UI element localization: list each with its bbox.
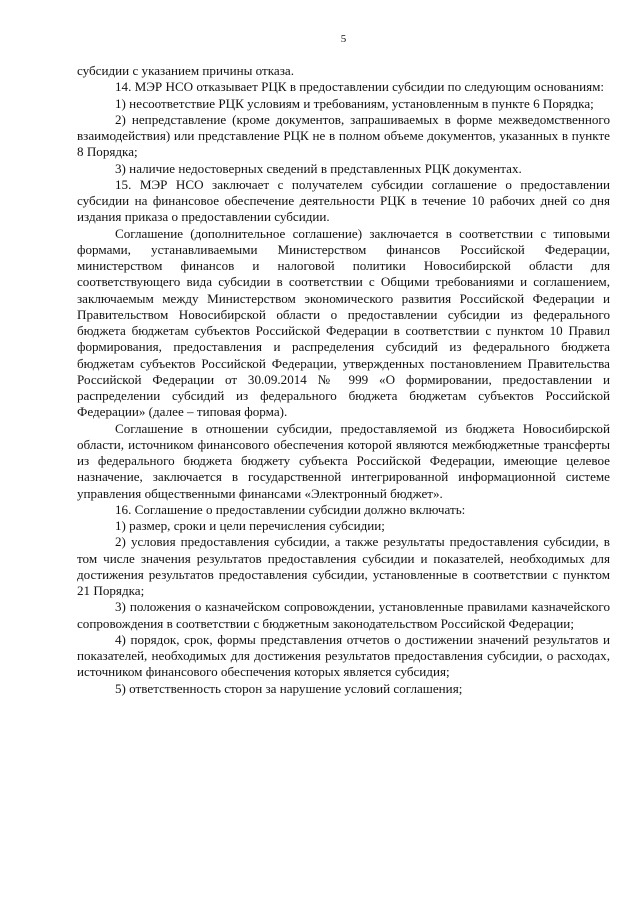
paragraph-item-16-4: 4) порядок, срок, формы представления отчетов о достижении значений результатов и показателей, необходимых для достижения результатов предоставления субсидии, о расходах, источником финансового обеспечения которых является субсидия; (77, 631, 610, 680)
paragraph-item-16-2: 2) условия предоставления субсидии, а также результаты предоставления субсидии, в том числе значения результатов предоставления субсидии и показателей, необходимых для достижения результатов предоставления субсидии, установленные в соответствии с пунктом 21 Порядка; (77, 534, 610, 598)
paragraph-agreement-electronic-budget: Соглашение в отношении субсидии, предоставляемой из бюджета Новосибирской области, источником финансового обеспечения которой являются межбюджетные трансферты из федерального бюджета бюджету субъекта Российской Федерации, имеющие целевое назначение, заключается в государственной интегрированной информационной системе управления общественными финансами «Электронный бюджет». (77, 420, 610, 501)
paragraph-item-14-2: 2) непредставление (кроме документов, запрашиваемых в форме межведомственного взаимодействия) или представление РЦК не в полном объеме документов, указанных в пункте 8 Порядка; (77, 111, 610, 160)
paragraph-agreement-forms: Соглашение (дополнительное соглашение) заключается в соответствии с типовыми формами, устанавливаемыми Министерством финансов Российской Федерации, министерством финансов и налоговой политики Новосибирской области для соответствующего вида субсидии в соответствии с Общими требованиями и соглашением, заключаемым между Министерством экономического развития Российской Федерации и Правительством Новосибирской области о предоставлении субсидии из федерального бюджета бюджетам субъектов Российской Федерации в соответствии с пунктом 10 Правил формирования, предоставления и распределения субсидий из федерального бюджета бюджетам субъектов Российской Федерации, утвержденных постановлением Правительства Российской Федерации от 30.09.2014 № 999 «О формировании, предоставлении и распределении субсидий из федерального бюджета бюджетам субъектов Российской Федерации» (далее – типовая форма). (77, 225, 610, 420)
paragraph-continuation: субсидии с указанием причины отказа. (77, 63, 294, 78)
paragraph-item-15: 15. МЭР НСО заключает с получателем субсидии соглашение о предоставлении субсидии на финансовое обеспечение деятельности РЦК в течение 10 рабочих дней со дня издания приказа о предоставлении субсидии. (77, 176, 610, 225)
paragraph-item-16-3: 3) положения о казначейском сопровождении, установленные правилами казначейского сопровождения в соответствии с бюджетным законодательством Российской Федерации; (77, 599, 610, 631)
paragraph-item-14-3: 3) наличие недостоверных сведений в представленных РЦК документах. (115, 160, 522, 176)
page-number: 5 (340, 33, 347, 45)
paragraph-item-16-1: 1) размер, сроки и цели перечисления субсидии; (115, 518, 385, 533)
paragraph-item-16-5: 5) ответственность сторон за нарушение условий соглашения; (115, 680, 463, 696)
paragraph-item-16: 16. Соглашение о предоставлении субсидии должно включать: (115, 501, 466, 517)
paragraph-item-14: 14. МЭР НСО отказывает РЦК в предоставлении субсидии по следующим основаниям: (115, 79, 605, 95)
paragraph-item-14-1: 1) несоответствие РЦК условиям и требованиям, установленным в пункте 6 Порядка; (115, 95, 594, 111)
document-body (77, 63, 610, 697)
